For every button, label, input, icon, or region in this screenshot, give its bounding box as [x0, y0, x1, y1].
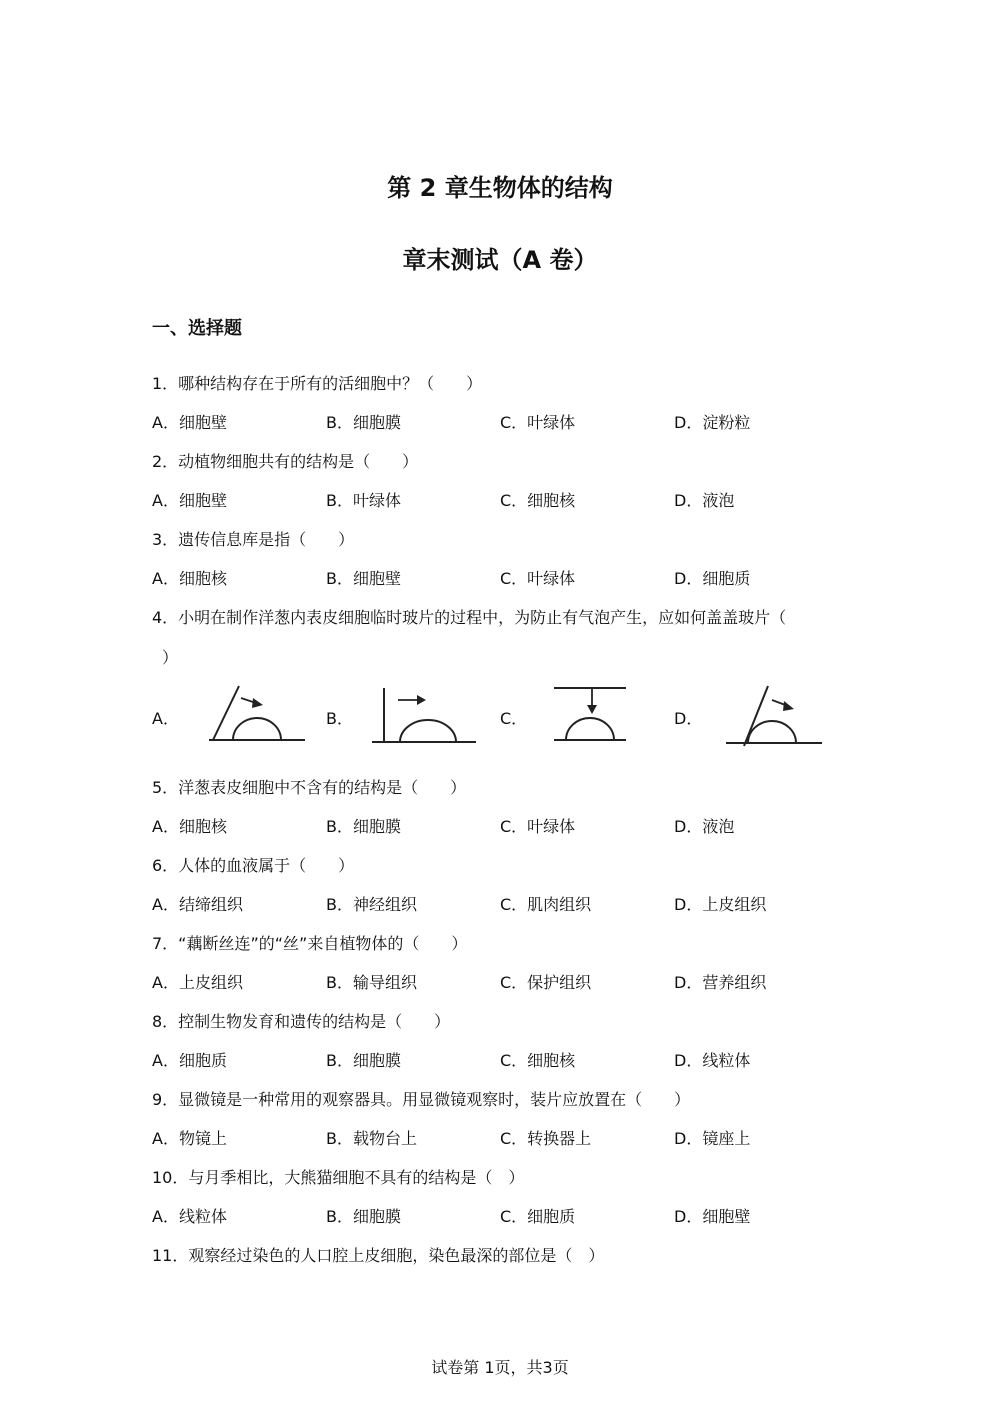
option-b[interactable]: B．神经组织: [326, 895, 417, 914]
question-4: 4．小明在制作洋葱内表皮细胞临时玻片的过程中，为防止有气泡产生，应如何盖盖玻片（: [152, 608, 787, 627]
question-1: 1．哪种结构存在于所有的活细胞中？（ ）: [152, 374, 483, 393]
option-c[interactable]: C．叶绿体: [500, 413, 576, 432]
option-a[interactable]: A．细胞核: [152, 569, 227, 588]
option-d[interactable]: D．淀粉粒: [674, 413, 751, 432]
option-d[interactable]: D．细胞质: [674, 569, 751, 588]
coverslip-figure-a: [207, 684, 307, 746]
question-5: 5．洋葱表皮细胞中不含有的结构是（ ）: [152, 778, 467, 797]
option-c[interactable]: C．细胞质: [500, 1207, 576, 1226]
option-d[interactable]: D．线粒体: [674, 1051, 751, 1070]
options-6: [152, 892, 912, 916]
document-subtitle: 章末测试（A 卷）: [402, 246, 598, 274]
options-8: [152, 1048, 912, 1072]
option-b[interactable]: B．细胞壁: [326, 569, 401, 588]
option-a[interactable]: A．细胞质: [152, 1051, 227, 1070]
option-a-label: A．: [152, 709, 179, 728]
question-6: 6．人体的血液属于（ ）: [152, 856, 355, 875]
question-11: 11．观察经过染色的人口腔上皮细胞，染色最深的部位是（ ）: [152, 1246, 605, 1265]
option-c[interactable]: C．保护组织: [500, 973, 592, 992]
option-b[interactable]: B．输导组织: [326, 973, 417, 992]
document-title: 第 2 章生物体的结构: [387, 174, 613, 202]
options-2: [152, 488, 912, 512]
option-a[interactable]: A．物镜上: [152, 1129, 227, 1148]
option-b[interactable]: B．细胞膜: [326, 1051, 401, 1070]
coverslip-figure-c: [552, 684, 628, 746]
option-d[interactable]: D．镜座上: [674, 1129, 751, 1148]
option-c[interactable]: C．细胞核: [500, 491, 576, 510]
option-a[interactable]: A．细胞核: [152, 817, 227, 836]
coverslip-figure-b: [370, 684, 478, 746]
option-b[interactable]: B．细胞膜: [326, 817, 401, 836]
option-d[interactable]: D．液泡: [674, 817, 735, 836]
question-10: 10．与月季相比，大熊猫细胞不具有的结构是（ ）: [152, 1168, 525, 1187]
options-1: [152, 410, 912, 434]
option-d[interactable]: D．营养组织: [674, 973, 767, 992]
options-9: [152, 1126, 912, 1150]
option-c[interactable]: C．肌肉组织: [500, 895, 592, 914]
option-a[interactable]: A．细胞壁: [152, 413, 227, 432]
options-7: [152, 970, 912, 994]
option-d[interactable]: D．细胞壁: [674, 1207, 751, 1226]
option-b[interactable]: B．叶绿体: [326, 491, 401, 510]
question-4-continued: ）: [162, 648, 179, 667]
option-b-label: B．: [326, 709, 353, 728]
option-a[interactable]: A．线粒体: [152, 1207, 227, 1226]
option-b[interactable]: B．细胞膜: [326, 413, 401, 432]
option-b[interactable]: B．细胞膜: [326, 1207, 401, 1226]
question-8: 8．控制生物发育和遗传的结构是（ ）: [152, 1012, 451, 1031]
option-c-label: C．: [500, 709, 528, 728]
option-a[interactable]: A．结缔组织: [152, 895, 243, 914]
question-9: 9．显微镜是一种常用的观察器具。用显微镜观察时，装片应放置在（ ）: [152, 1090, 691, 1109]
question-2: 2．动植物细胞共有的结构是（ ）: [152, 452, 419, 471]
option-c[interactable]: C．细胞核: [500, 1051, 576, 1070]
options-5: [152, 814, 912, 838]
option-c[interactable]: C．叶绿体: [500, 817, 576, 836]
options-10: [152, 1204, 912, 1228]
option-d[interactable]: D．上皮组织: [674, 895, 767, 914]
page-footer: 试卷第 1页，共3页: [431, 1358, 569, 1377]
question-3: 3．遗传信息库是指（ ）: [152, 530, 355, 549]
option-d-label: D．: [674, 709, 703, 728]
options-4-figures: [152, 684, 912, 754]
option-a[interactable]: A．上皮组织: [152, 973, 243, 992]
option-b[interactable]: B．载物台上: [326, 1129, 417, 1148]
question-7: 7．“藕断丝连”的“丝”来自植物体的（ ）: [152, 934, 468, 953]
option-c[interactable]: C．转换器上: [500, 1129, 592, 1148]
coverslip-figure-d: [722, 684, 824, 750]
option-c[interactable]: C．叶绿体: [500, 569, 576, 588]
section-heading: 一、选择题: [152, 318, 242, 339]
options-3: [152, 566, 912, 590]
option-a[interactable]: A．细胞壁: [152, 491, 227, 510]
option-d[interactable]: D．液泡: [674, 491, 735, 510]
